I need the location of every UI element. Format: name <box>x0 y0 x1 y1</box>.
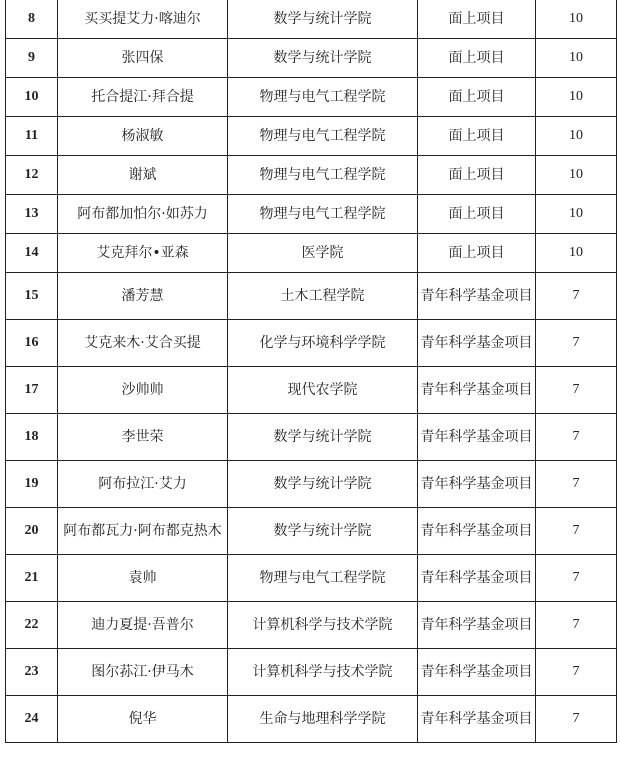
college-name-cell: 化学与环境科学学院 <box>228 320 418 367</box>
project-type-cell: 青年科学基金项目 <box>418 461 536 508</box>
college-name-cell: 数学与统计学院 <box>228 508 418 555</box>
college-name-cell: 物理与电气工程学院 <box>228 555 418 602</box>
row-number-cell: 8 <box>6 0 58 39</box>
person-name-cell: 阿布都瓦力·阿布都克热木 <box>58 508 228 555</box>
project-type-cell: 青年科学基金项目 <box>418 367 536 414</box>
project-type-cell: 青年科学基金项目 <box>418 555 536 602</box>
table-row <box>6 461 617 508</box>
table-row <box>6 0 617 39</box>
row-number-cell: 21 <box>6 555 58 602</box>
table-row <box>6 414 617 461</box>
row-number-cell: 10 <box>6 78 58 117</box>
college-name-cell: 现代农学院 <box>228 367 418 414</box>
person-name-cell: 袁帅 <box>58 555 228 602</box>
row-number-cell: 9 <box>6 39 58 78</box>
row-number-cell: 18 <box>6 414 58 461</box>
person-name-cell: 李世荣 <box>58 414 228 461</box>
project-type-cell: 面上项目 <box>418 78 536 117</box>
college-name-cell: 生命与地理科学学院 <box>228 696 418 743</box>
college-name-cell: 物理与电气工程学院 <box>228 78 418 117</box>
funding-amount-cell: 7 <box>536 555 617 602</box>
funding-amount-cell: 10 <box>536 195 617 234</box>
table-row <box>6 367 617 414</box>
funding-amount-cell: 7 <box>536 461 617 508</box>
person-name-cell: 买买提艾力·喀迪尔 <box>58 0 228 39</box>
person-name-cell: 迪力夏提·吾普尔 <box>58 602 228 649</box>
table-row <box>6 234 617 273</box>
funding-amount-cell: 7 <box>536 508 617 555</box>
project-type-cell: 青年科学基金项目 <box>418 602 536 649</box>
project-list-table <box>5 0 617 743</box>
college-name-cell: 土木工程学院 <box>228 273 418 320</box>
table-row <box>6 195 617 234</box>
person-name-cell: 图尔荪江·伊马木 <box>58 649 228 696</box>
table-row <box>6 320 617 367</box>
college-name-cell: 物理与电气工程学院 <box>228 117 418 156</box>
funding-amount-cell: 7 <box>536 696 617 743</box>
table-row <box>6 117 617 156</box>
person-name-cell: 张四保 <box>58 39 228 78</box>
table-row <box>6 156 617 195</box>
project-type-cell: 面上项目 <box>418 234 536 273</box>
funding-amount-cell: 10 <box>536 156 617 195</box>
funding-amount-cell: 10 <box>536 39 617 78</box>
table-row <box>6 696 617 743</box>
row-number-cell: 13 <box>6 195 58 234</box>
table-row <box>6 555 617 602</box>
college-name-cell: 物理与电气工程学院 <box>228 195 418 234</box>
person-name-cell: 谢斌 <box>58 156 228 195</box>
table-row <box>6 273 617 320</box>
project-type-cell: 青年科学基金项目 <box>418 696 536 743</box>
person-name-cell: 阿布拉江·艾力 <box>58 461 228 508</box>
row-number-cell: 20 <box>6 508 58 555</box>
row-number-cell: 24 <box>6 696 58 743</box>
row-number-cell: 22 <box>6 602 58 649</box>
person-name-cell: 托合提江·拜合提 <box>58 78 228 117</box>
college-name-cell: 数学与统计学院 <box>228 39 418 78</box>
row-number-cell: 15 <box>6 273 58 320</box>
project-type-cell: 青年科学基金项目 <box>418 273 536 320</box>
college-name-cell: 数学与统计学院 <box>228 461 418 508</box>
funding-amount-cell: 7 <box>536 367 617 414</box>
row-number-cell: 12 <box>6 156 58 195</box>
project-type-cell: 青年科学基金项目 <box>418 508 536 555</box>
row-number-cell: 16 <box>6 320 58 367</box>
table-body <box>6 0 617 743</box>
row-number-cell: 11 <box>6 117 58 156</box>
funding-amount-cell: 10 <box>536 234 617 273</box>
project-type-cell: 面上项目 <box>418 195 536 234</box>
table-row <box>6 602 617 649</box>
project-type-cell: 面上项目 <box>418 156 536 195</box>
college-name-cell: 计算机科学与技术学院 <box>228 602 418 649</box>
project-type-cell: 青年科学基金项目 <box>418 320 536 367</box>
person-name-cell: 艾克拜尔•亚森 <box>58 234 228 273</box>
row-number-cell: 14 <box>6 234 58 273</box>
row-number-cell: 23 <box>6 649 58 696</box>
funding-amount-cell: 7 <box>536 273 617 320</box>
funding-amount-cell: 7 <box>536 320 617 367</box>
college-name-cell: 数学与统计学院 <box>228 414 418 461</box>
funding-amount-cell: 7 <box>536 602 617 649</box>
project-type-cell: 面上项目 <box>418 117 536 156</box>
project-type-cell: 青年科学基金项目 <box>418 649 536 696</box>
table-row <box>6 508 617 555</box>
person-name-cell: 沙帅帅 <box>58 367 228 414</box>
college-name-cell: 物理与电气工程学院 <box>228 156 418 195</box>
table-row <box>6 39 617 78</box>
funding-amount-cell: 7 <box>536 649 617 696</box>
person-name-cell: 倪华 <box>58 696 228 743</box>
project-type-cell: 青年科学基金项目 <box>418 414 536 461</box>
college-name-cell: 计算机科学与技术学院 <box>228 649 418 696</box>
row-number-cell: 19 <box>6 461 58 508</box>
funding-amount-cell: 7 <box>536 414 617 461</box>
funding-amount-cell: 10 <box>536 78 617 117</box>
table-row <box>6 78 617 117</box>
project-type-cell: 面上项目 <box>418 39 536 78</box>
person-name-cell: 杨淑敏 <box>58 117 228 156</box>
college-name-cell: 数学与统计学院 <box>228 0 418 39</box>
funding-amount-cell: 10 <box>536 117 617 156</box>
funding-amount-cell: 10 <box>536 0 617 39</box>
college-name-cell: 医学院 <box>228 234 418 273</box>
project-type-cell: 面上项目 <box>418 0 536 39</box>
row-number-cell: 17 <box>6 367 58 414</box>
person-name-cell: 艾克来木·艾合买提 <box>58 320 228 367</box>
person-name-cell: 阿布都加怕尔·如苏力 <box>58 195 228 234</box>
person-name-cell: 潘芳慧 <box>58 273 228 320</box>
table-row <box>6 649 617 696</box>
